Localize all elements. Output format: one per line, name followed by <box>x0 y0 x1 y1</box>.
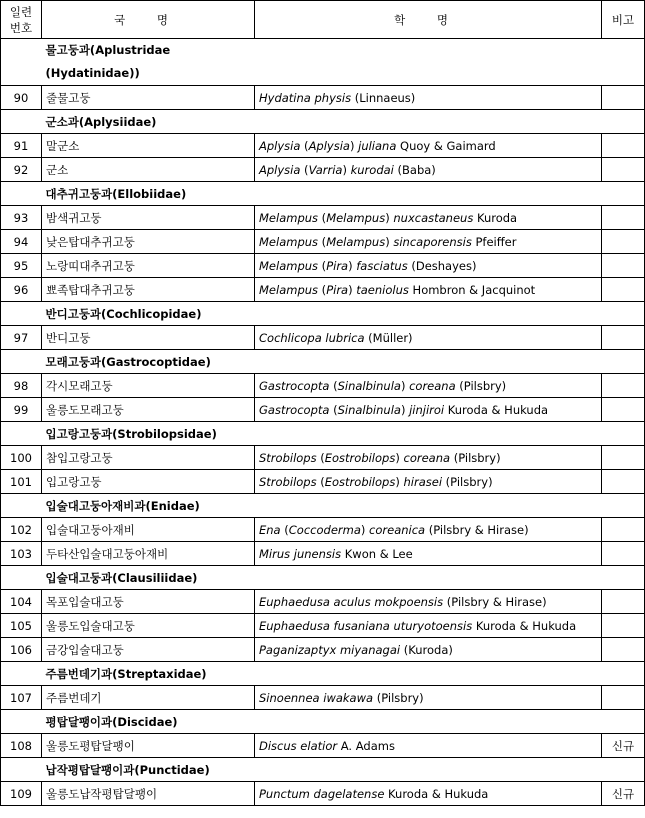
table-row <box>1 782 645 806</box>
family-name: 군소과(Aplysiidae) <box>42 110 602 134</box>
korean-name: 울릉도입술대고둥 <box>42 614 255 638</box>
scientific-name: Ena (Coccoderma) coreanica (Pilsbry & Hirase) <box>255 518 602 542</box>
serial-number: 98 <box>1 374 42 398</box>
korean-name: 각시모래고둥 <box>42 374 255 398</box>
family-row <box>1 662 645 686</box>
table-row <box>1 590 645 614</box>
family-name: 입술대고둥아재비과(Enidae) <box>42 494 602 518</box>
family-row <box>1 710 645 734</box>
family-spacer <box>602 350 645 374</box>
table-header-row <box>1 1 645 39</box>
serial-number: 105 <box>1 614 42 638</box>
note <box>602 470 645 494</box>
table-row <box>1 230 645 254</box>
family-spacer <box>602 662 645 686</box>
table-body <box>1 39 645 806</box>
korean-name: 반디고둥 <box>42 326 255 350</box>
note <box>602 278 645 302</box>
serial-number: 92 <box>1 158 42 182</box>
serial-number: 102 <box>1 518 42 542</box>
note <box>602 134 645 158</box>
family-row <box>1 182 645 206</box>
family-spacer <box>1 494 42 518</box>
korean-name: 참입고랑고둥 <box>42 446 255 470</box>
serial-number: 109 <box>1 782 42 806</box>
note <box>602 590 645 614</box>
korean-name: 목포입술대고둥 <box>42 590 255 614</box>
family-name: 납작평탑달팽이과(Punctidae) <box>42 758 602 782</box>
korean-name: 주름번데기 <box>42 686 255 710</box>
note <box>602 638 645 662</box>
scientific-name: Hydatina physis (Linnaeus) <box>255 86 602 110</box>
table-row <box>1 206 645 230</box>
scientific-name: Gastrocopta (Sinalbinula) coreana (Pilsbry) <box>255 374 602 398</box>
family-name: 입술대고둥과(Clausiliidae) <box>42 566 602 590</box>
note <box>602 614 645 638</box>
korean-name: 두타산입술대고둥아재비 <box>42 542 255 566</box>
table-row <box>1 374 645 398</box>
scientific-name: Mirus junensis Kwon & Lee <box>255 542 602 566</box>
family-row <box>1 494 645 518</box>
table-row <box>1 446 645 470</box>
serial-number: 97 <box>1 326 42 350</box>
family-name: 모래고둥과(Gastrocoptidae) <box>42 350 602 374</box>
table-row <box>1 254 645 278</box>
serial-number: 96 <box>1 278 42 302</box>
scientific-name: Punctum dagelatense Kuroda & Hukuda <box>255 782 602 806</box>
korean-name: 입고랑고둥 <box>42 470 255 494</box>
scientific-name: Aplysia (Varria) kurodai (Baba) <box>255 158 602 182</box>
header-scientific-name: 학 명 <box>255 1 602 39</box>
table-row <box>1 518 645 542</box>
korean-name: 줄물고둥 <box>42 86 255 110</box>
serial-number: 93 <box>1 206 42 230</box>
header-korean-name: 국 명 <box>42 1 255 39</box>
note <box>602 326 645 350</box>
scientific-name: Euphaedusa aculus mokpoensis (Pilsbry & Hirase) <box>255 590 602 614</box>
table-row <box>1 686 645 710</box>
table-row <box>1 398 645 422</box>
korean-name: 금강입술대고둥 <box>42 638 255 662</box>
family-name: 대추귀고둥과(Ellobiidae) <box>42 182 602 206</box>
family-name: 물고둥과(Aplustridae (Hydatinidae)) <box>42 39 602 86</box>
table-row <box>1 638 645 662</box>
family-spacer <box>1 566 42 590</box>
family-spacer <box>602 566 645 590</box>
note <box>602 686 645 710</box>
serial-number: 91 <box>1 134 42 158</box>
family-row <box>1 302 645 326</box>
table-row <box>1 470 645 494</box>
scientific-name: Melampus (Pira) fasciatus (Deshayes) <box>255 254 602 278</box>
family-row <box>1 110 645 134</box>
table-row <box>1 134 645 158</box>
scientific-name: Sinoennea iwakawa (Pilsbry) <box>255 686 602 710</box>
family-spacer <box>602 110 645 134</box>
family-spacer <box>1 302 42 326</box>
scientific-name: Discus elatior A. Adams <box>255 734 602 758</box>
family-spacer <box>1 662 42 686</box>
korean-name: 울릉도모래고둥 <box>42 398 255 422</box>
family-spacer <box>1 182 42 206</box>
serial-number: 95 <box>1 254 42 278</box>
table-row <box>1 542 645 566</box>
family-name: 반디고둥과(Cochlicopidae) <box>42 302 602 326</box>
note <box>602 230 645 254</box>
family-row <box>1 350 645 374</box>
family-row <box>1 758 645 782</box>
family-spacer <box>1 350 42 374</box>
scientific-name: Euphaedusa fusaniana uturyotoensis Kuroda & Hukuda <box>255 614 602 638</box>
korean-name: 낮은탑대추귀고둥 <box>42 230 255 254</box>
scientific-name: Cochlicopa lubrica (Müller) <box>255 326 602 350</box>
korean-name: 뾰족탑대추귀고둥 <box>42 278 255 302</box>
korean-name: 밤색귀고둥 <box>42 206 255 230</box>
family-spacer <box>602 494 645 518</box>
family-spacer <box>1 710 42 734</box>
table-row <box>1 86 645 110</box>
korean-name: 울릉도평탑달팽이 <box>42 734 255 758</box>
serial-number: 99 <box>1 398 42 422</box>
family-spacer <box>1 758 42 782</box>
table-row <box>1 734 645 758</box>
serial-number: 90 <box>1 86 42 110</box>
scientific-name: Paganizaptyx miyanagai (Kuroda) <box>255 638 602 662</box>
family-row <box>1 422 645 446</box>
serial-number: 103 <box>1 542 42 566</box>
table-row <box>1 158 645 182</box>
note <box>602 158 645 182</box>
note <box>602 206 645 230</box>
scientific-name: Strobilops (Eostrobilops) hirasei (Pilsbry) <box>255 470 602 494</box>
korean-name: 노랑띠대추귀고둥 <box>42 254 255 278</box>
serial-number: 106 <box>1 638 42 662</box>
family-spacer <box>602 182 645 206</box>
family-name: 주름번데기과(Streptaxidae) <box>42 662 602 686</box>
family-spacer <box>602 758 645 782</box>
note <box>602 254 645 278</box>
header-note: 비고 <box>602 1 645 39</box>
scientific-name: Strobilops (Eostrobilops) coreana (Pilsbry) <box>255 446 602 470</box>
korean-name: 말군소 <box>42 134 255 158</box>
serial-number: 94 <box>1 230 42 254</box>
serial-number: 101 <box>1 470 42 494</box>
family-spacer <box>1 39 42 86</box>
scientific-name: Melampus (Melampus) sincaporensis Pfeiffer <box>255 230 602 254</box>
family-row <box>1 39 645 86</box>
scientific-name: Aplysia (Aplysia) juliana Quoy & Gaimard <box>255 134 602 158</box>
family-spacer <box>602 422 645 446</box>
note: 신규 <box>602 782 645 806</box>
note <box>602 518 645 542</box>
serial-number: 100 <box>1 446 42 470</box>
scientific-name: Melampus (Pira) taeniolus Hombron & Jacquinot <box>255 278 602 302</box>
note <box>602 86 645 110</box>
korean-name: 입술대고둥아재비 <box>42 518 255 542</box>
header-number: 일련 번호 <box>1 1 42 39</box>
family-name: 입고랑고둥과(Strobilopsidae) <box>42 422 602 446</box>
korean-name: 군소 <box>42 158 255 182</box>
scientific-name: Gastrocopta (Sinalbinula) jinjiroi Kuroda & Hukuda <box>255 398 602 422</box>
note <box>602 374 645 398</box>
family-spacer <box>602 710 645 734</box>
scientific-name: Melampus (Melampus) nuxcastaneus Kuroda <box>255 206 602 230</box>
korean-name: 울릉도납작평탑달팽이 <box>42 782 255 806</box>
table-row <box>1 614 645 638</box>
note: 신규 <box>602 734 645 758</box>
note <box>602 398 645 422</box>
family-spacer <box>1 110 42 134</box>
table-row <box>1 326 645 350</box>
family-name: 평탑달팽이과(Discidae) <box>42 710 602 734</box>
serial-number: 108 <box>1 734 42 758</box>
note <box>602 446 645 470</box>
table-row <box>1 278 645 302</box>
family-spacer <box>602 302 645 326</box>
serial-number: 107 <box>1 686 42 710</box>
family-row <box>1 566 645 590</box>
family-spacer <box>602 39 645 86</box>
note <box>602 542 645 566</box>
serial-number: 104 <box>1 590 42 614</box>
family-spacer <box>1 422 42 446</box>
